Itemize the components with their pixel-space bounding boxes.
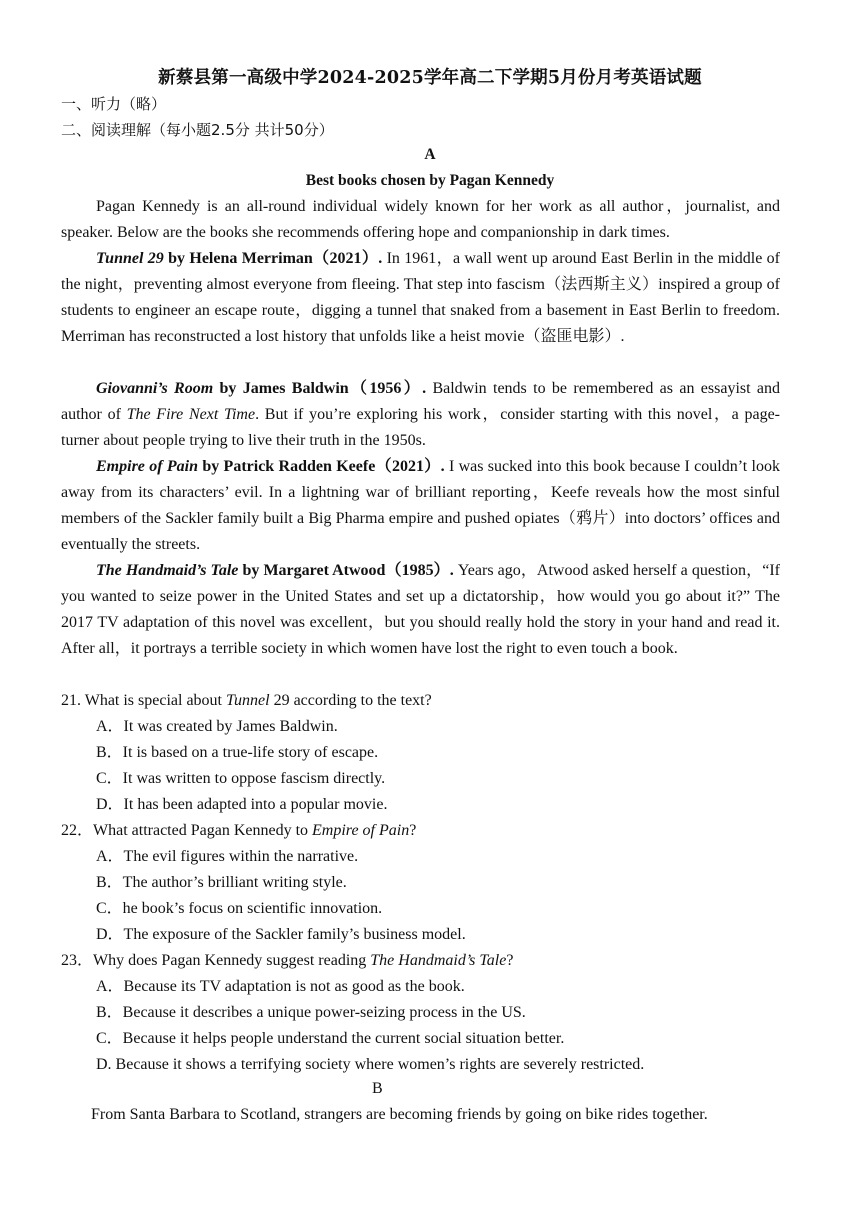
q22-option-a: A．The evil figures within the narrative. — [96, 848, 359, 865]
question-23: 23．Why does Pagan Kennedy suggest reading The Handmaid’s Tale? — [61, 952, 514, 969]
q21-option-a: A．It was created by James Baldwin. — [96, 718, 338, 735]
section-listening: 一、听力（略） — [61, 95, 167, 113]
book-title: Tunnel 29 — [96, 250, 164, 267]
book-paragraph-tunnel-29 — [61, 246, 780, 350]
q21-option-d: D．It has been adapted into a popular movie. — [96, 796, 388, 813]
book-reference: The Fire Next Time — [126, 406, 256, 423]
passage-a-letter: A — [424, 146, 436, 163]
question-21: 21. What is special about Tunnel 29 according to the text? — [61, 692, 432, 709]
book-description-cont: . But if you’re exploring his work，consider starting with this novel，a page-turner about people trying to live their truth in the 1950s. — [61, 406, 781, 449]
passage-b-first-line: From Santa Barbara to Scotland, strangers are becoming friends by going on bike rides together. — [91, 1106, 708, 1123]
q23-option-c: C．Because it helps people understand the current social situation better. — [96, 1030, 565, 1047]
book-title: Empire of Pain — [96, 458, 198, 475]
book-paragraph-giovannis-room — [61, 376, 780, 454]
passage-a-heading: Best books chosen by Pagan Kennedy — [305, 172, 555, 189]
passage-a-intro: Pagan Kennedy is an all-round individual widely known for her work as all author，journalist, and speaker. Below are the books she recommends offering hope and companionship in dark times. — [61, 198, 780, 241]
q23-option-d: D. Because it shows a terrifying society where women’s rights are severely restricted. — [96, 1056, 645, 1073]
book-description: In 1961，a wall went up around East Berlin in the middle of the night，preventing almost everyone from fleeing. That step into fascism（法西斯主义）inspired a group of students to engineer an escape route，digging a tunnel that snaked from a basement in East Berlin to freedom. Merriman has reconstructed a lost history that unfolds like a heist movie（盗匪电影）. — [61, 250, 780, 345]
book-paragraph-handmaids-tale — [61, 558, 780, 662]
book-title: Giovanni’s Room — [96, 380, 214, 397]
q23-option-b: B．Because it describes a unique power-seizing process in the US. — [96, 1004, 526, 1021]
q21-option-b: B．It is based on a true-life story of escape. — [96, 744, 379, 761]
section-reading: 二、阅读理解（每小题2.5分 共计50分） — [61, 121, 334, 139]
q22-option-d: D．The exposure of the Sackler family’s business model. — [96, 926, 466, 943]
book-paragraph-empire-of-pain — [61, 454, 780, 558]
q23-option-a: A．Because its TV adaptation is not as good as the book. — [96, 978, 465, 995]
q21-option-c: C．It was written to oppose fascism directly. — [96, 770, 386, 787]
book-byline: by Patrick Radden Keefe（2021）. — [198, 458, 445, 475]
question-22: 22．What attracted Pagan Kennedy to Empire of Pain? — [61, 822, 417, 839]
q22-option-b: B．The author’s brilliant writing style. — [96, 874, 347, 891]
book-description: Years ago，Atwood asked herself a question，“If you wanted to seize power in the United States and set up a dictatorship，how would you go about it?” The 2017 TV adaptation of this novel was excellent，but you should really hold the story in your hand and read it. After all，it portrays a terrible society in which women have lost the right to even touch a book. — [61, 562, 780, 657]
book-title: The Handmaid’s Tale — [96, 562, 239, 579]
passage-b-letter: B — [372, 1080, 383, 1097]
book-byline: by Helena Merriman（2021）. — [163, 250, 383, 267]
q22-option-c: C．he book’s focus on scientific innovation. — [96, 900, 383, 917]
book-byline: by Margaret Atwood（1985）. — [238, 562, 454, 579]
book-byline: by James Baldwin（1956）. — [213, 380, 427, 397]
exam-title: 新蔡县第一高级中学2024-2025学年高二下学期5月份月考英语试题 — [158, 68, 702, 88]
book-description: Baldwin tends to be remembered as an essayist and author of — [61, 380, 781, 423]
book-description: I was sucked into this book because I couldn’t look away from its characters’ evil. In a lightning war of brilliant reporting，Keefe reveals how the most sinful members of the Sackler family built a Big Pharma empire and pushed opiates（鸦片）into doctors’ offices and eventually the streets. — [61, 458, 780, 553]
